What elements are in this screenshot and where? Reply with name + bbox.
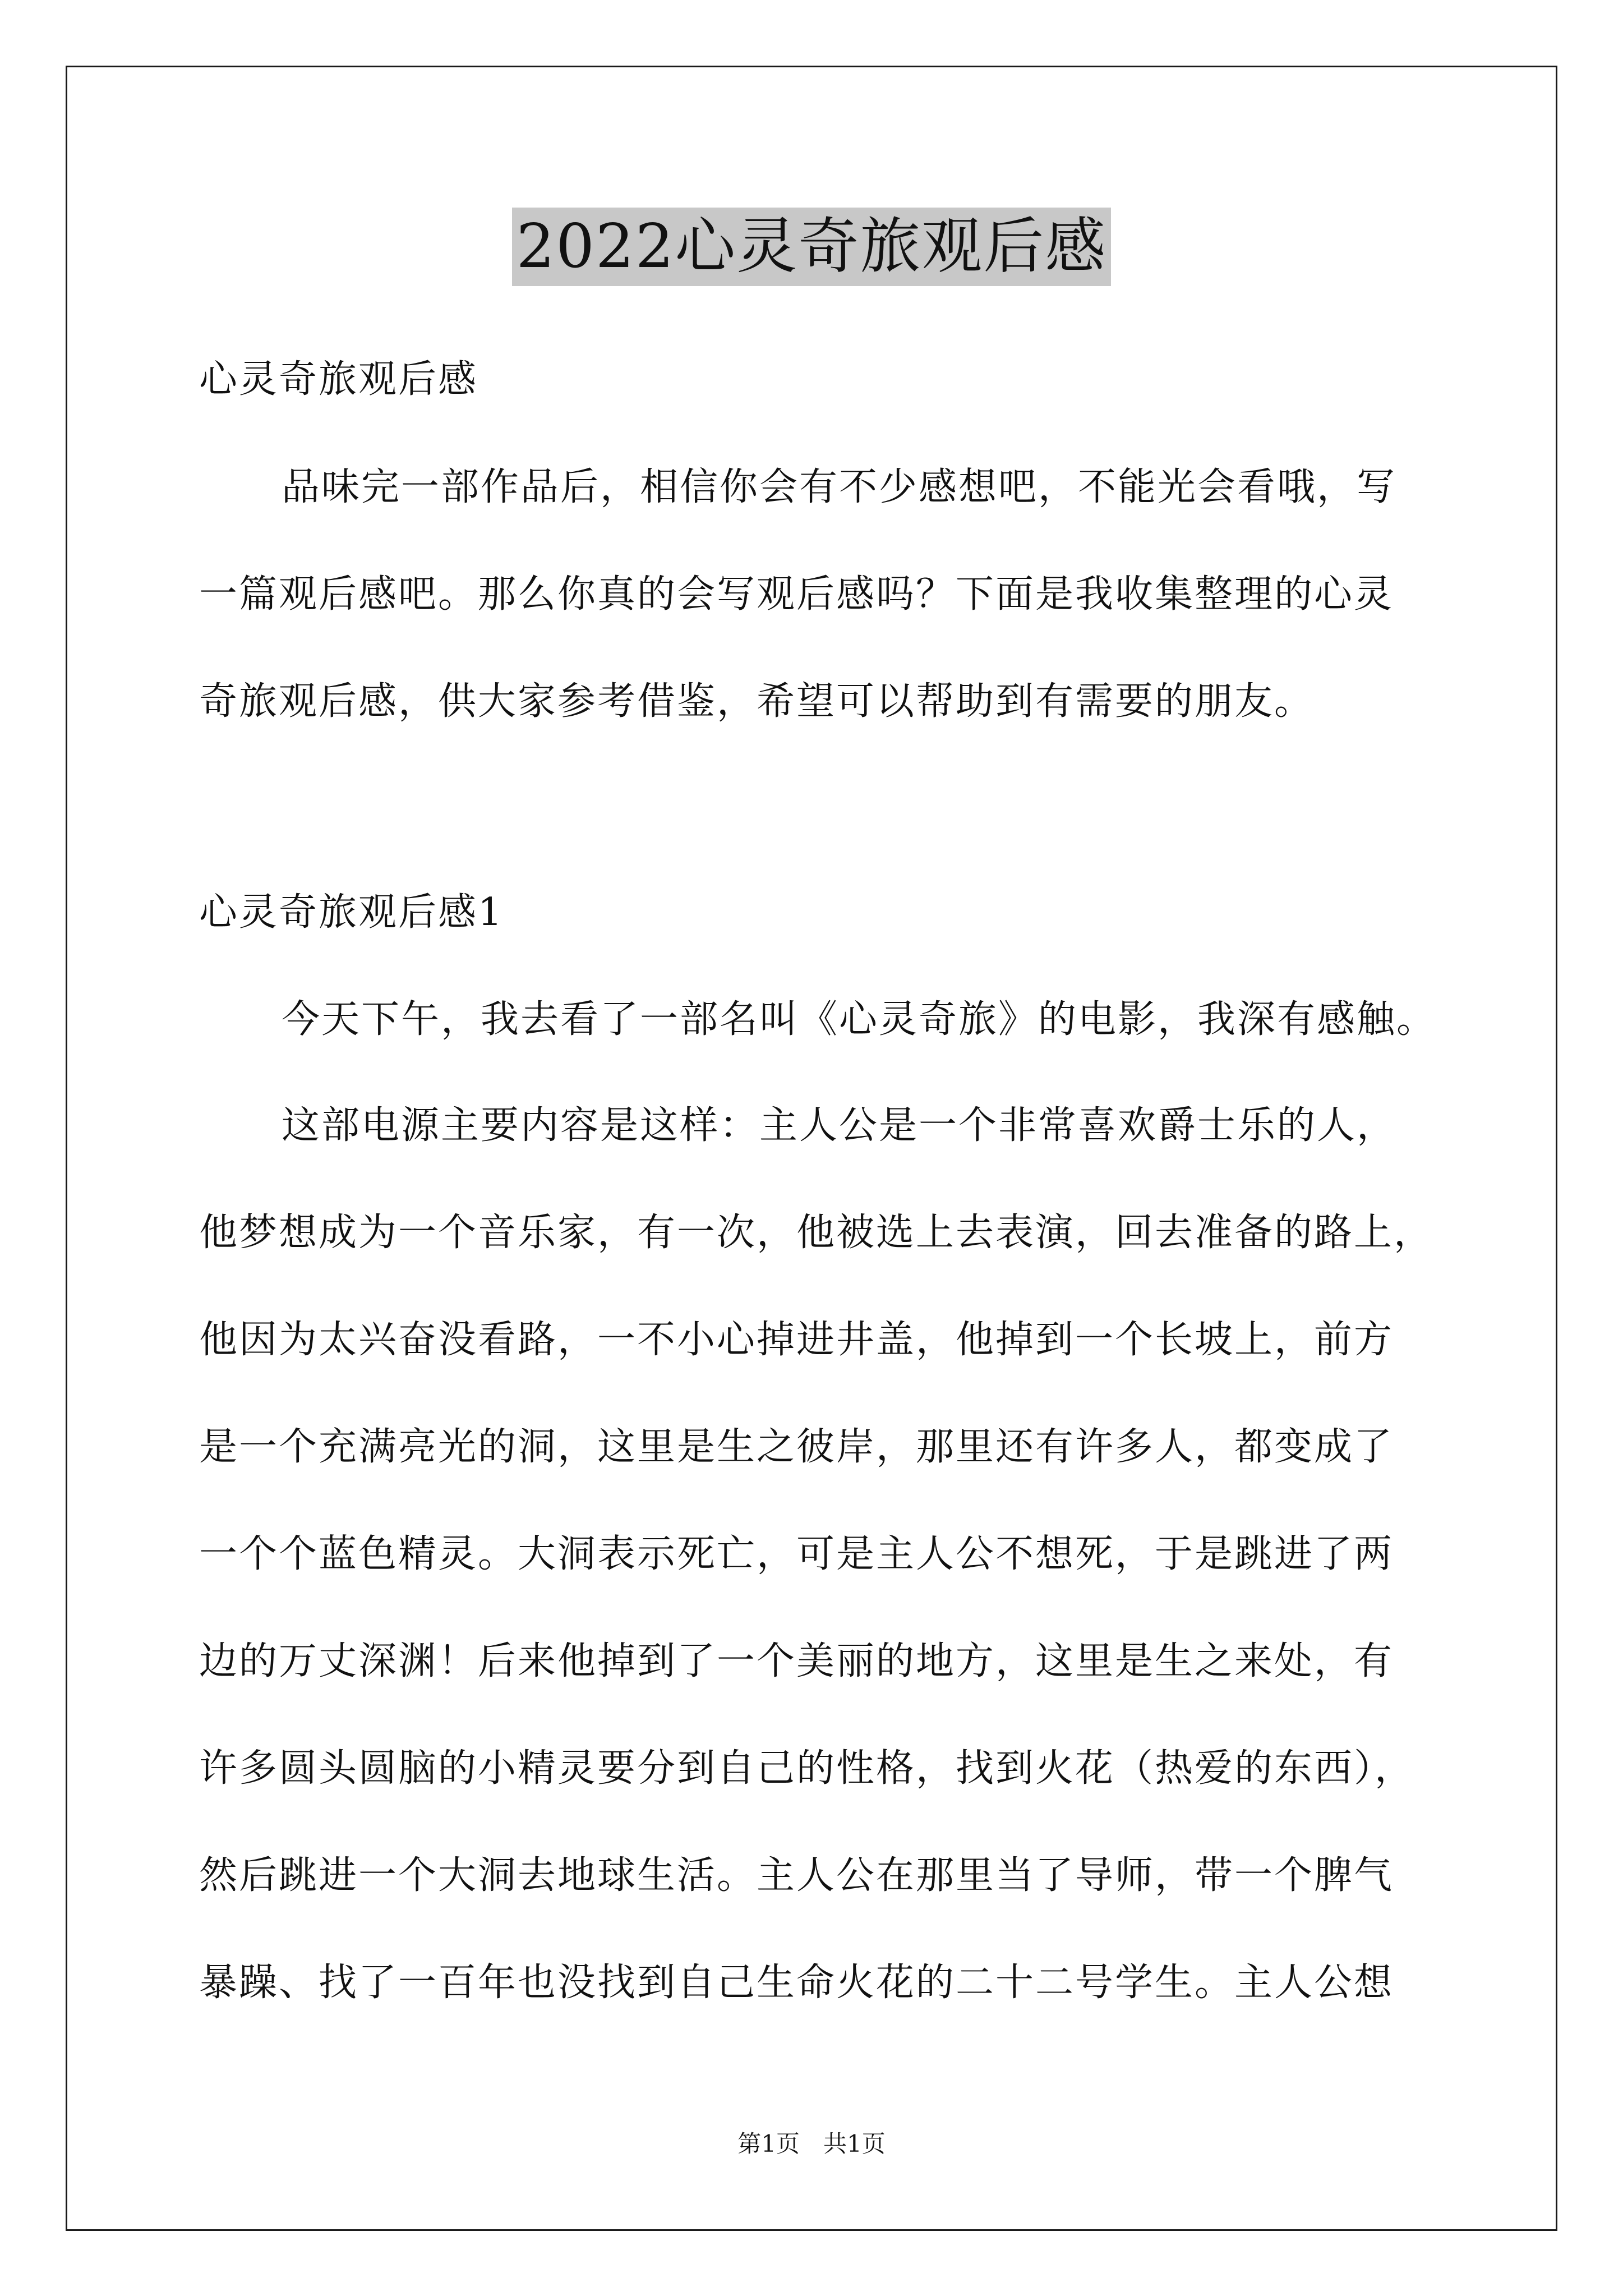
section1-heading: 心灵奇旅观后感1 [199, 890, 504, 935]
intro-line-1: 品味完一部作品后，相信你会有不少感想吧，不能光会看哦，写 [282, 465, 1397, 509]
section1-para2-line-7: 许多圆头圆脑的小精灵要分到自己的性格，找到火花（热爱的东西）， [199, 1746, 1415, 1791]
section1-paragraph-1: 今天下午，我去看了一部名叫《心灵奇旅》的电影，我深有感触。 [282, 997, 1437, 1042]
intro-line-3: 奇旅观后感，供大家参考借鉴，希望可以帮助到有需要的朋友。 [199, 679, 1315, 724]
section1-para2-line-3: 他因为太兴奋没看路，一不小心掉进井盖，他掉到一个长坡上，前方 [199, 1318, 1394, 1362]
section1-para2-line-9: 暴躁、找了一百年也没找到自己生命火花的二十二号学生。主人公想 [199, 1961, 1394, 2005]
document-title: 2022心灵奇旅观后感 [512, 208, 1112, 286]
intro-line-2: 一篇观后感吧。那么你真的会写观后感吗？下面是我收集整理的心灵 [199, 572, 1394, 616]
section1-para2-line-5: 一个个蓝色精灵。大洞表示死亡，可是主人公不想死，于是跳进了两 [199, 1532, 1394, 1576]
section1-para2-line-2: 他梦想成为一个音乐家，有一次，他被选上去表演，回去准备的路上， [199, 1211, 1434, 1255]
section1-para2-line-1: 这部电源主要内容是这样：主人公是一个非常喜欢爵士乐的人， [282, 1103, 1397, 1148]
section1-para2-line-4: 是一个充满亮光的洞，这里是生之彼岸，那里还有许多人，都变成了 [199, 1425, 1394, 1469]
page-footer: 第1页 共1页 [737, 2130, 886, 2157]
title-container [0, 208, 1623, 286]
section1-para2-line-8: 然后跳进一个大洞去地球生活。主人公在那里当了导师，带一个脾气 [199, 1853, 1394, 1898]
section1-para2-line-6: 边的万丈深渊！后来他掉到了一个美丽的地方，这里是生之来处，有 [199, 1639, 1394, 1683]
intro-heading: 心灵奇旅观后感 [199, 357, 478, 402]
